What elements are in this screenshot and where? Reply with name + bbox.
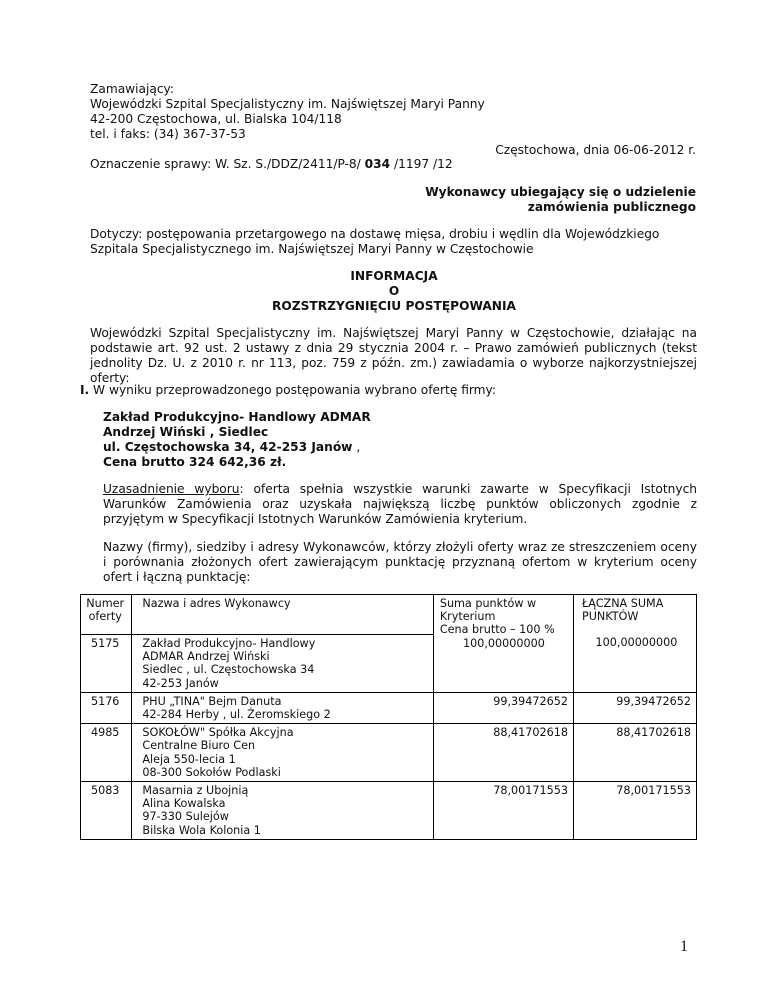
table-row	[81, 692, 697, 723]
header-offer-number: Numer oferty	[81, 595, 132, 635]
criterion-points-5176: 99,39472652	[433, 692, 573, 723]
place-date: Częstochowa, dnia 06-06-2012 r.	[495, 143, 696, 157]
offer-number-5176: 5176	[81, 692, 132, 723]
title-line-3: ROZSTRZYGNIĘCIU POSTĘPOWANIA	[272, 299, 516, 313]
title-line-2: O	[388, 284, 400, 298]
table-row	[81, 724, 697, 782]
ordering-party-name: Wojewódzki Szpital Specjalistyczny im. Najświętszej Maryi Panny	[90, 97, 485, 111]
case-reference	[90, 157, 610, 172]
ordering-party-label: Zamawiający:	[90, 82, 174, 96]
table-intro-text: Nazwy (firmy), siedziby i adresy Wykonawców, którzy złożyli oferty wraz ze streszczeniem oceny i porównania złożonych ofert zawierającym punktację przyznaną ofertom w kryterium oceny ofert i łączną punktację:	[103, 540, 697, 584]
page-number: 1	[680, 938, 688, 955]
case-reference-suffix: /1197 /12	[390, 157, 453, 171]
table-row	[81, 782, 697, 840]
total-points-5083: 78,00171553	[573, 782, 696, 840]
offer-number-4985: 4985	[81, 724, 132, 782]
criterion-points-5083: 78,00171553	[433, 782, 573, 840]
total-points-5176: 99,39472652	[573, 692, 696, 723]
table-header-row	[81, 595, 697, 635]
winner-name: Zakład Produkcyjno- Handlowy ADMAR	[103, 410, 371, 424]
addressee-line-2: zamówienia publicznego	[527, 200, 696, 214]
justification-text: : oferta spełnia wszystkie warunki zawarte w Specyfikacji Istotnych Warunków Zamówienia oraz uzyskała największą liczbę punktów obliczonych zgodnie z przyjętym w Specyfikacji Istotnych Warunków Zamówienia kryterium.	[103, 482, 697, 526]
section-1-marker: I.	[80, 383, 90, 397]
addressee-block	[380, 185, 696, 215]
winner-address-text: ul. Częstochowska 34, 42-253 Janów	[103, 440, 353, 454]
winner-address-comma: ,	[352, 440, 361, 454]
offers-table	[80, 594, 697, 840]
section-1-heading	[80, 383, 700, 398]
header-total-points: ŁĄCZNA SUMA PUNKTÓW 100,00000000	[573, 595, 696, 693]
total-points-4985: 88,41702618	[573, 724, 696, 782]
justification-label: Uzasadnienie wyboru	[103, 482, 240, 496]
winner-price: Cena brutto 324 642,36 zł.	[103, 455, 287, 469]
intro-text: Wojewódzki Szpital Specjalistyczny im. Najświętszej Maryi Panny w Częstochowie, działając na podstawie art. 92 ust. 2 ustawy z dnia 29 stycznia 2004 r. – Prawo zamówień publicznych (tekst jednolity Dz. U. z 2010 r. nr 113, poz. 759 z późn. zm.) zawiadamia o wyborze najkorzystniejszej oferty:	[90, 326, 697, 385]
winner-block	[103, 410, 603, 470]
ordering-party-block	[90, 82, 610, 142]
winner-address	[103, 440, 603, 455]
criterion-points-4985: 88,41702618	[433, 724, 573, 782]
offer-number-5175: 5175	[81, 635, 132, 693]
contractor-5175: Zakład Produkcyjno- Handlowy ADMAR Andrzej Wiński Siedlec , ul. Częstochowska 34 42-253 Janów	[132, 635, 433, 693]
header-criterion-points: Suma punktów w Kryterium Cena brutto – 100 % 100,00000000	[433, 595, 573, 693]
section-1-text: W wyniku przeprowadzonego postępowania wybrano ofertę firmy:	[89, 383, 496, 397]
intro-paragraph	[90, 326, 697, 386]
title-line-1: INFORMACJA	[350, 269, 438, 283]
subject-paragraph	[90, 227, 698, 257]
contractor-4985: SOKOŁÓW" Spółka Akcyjna Centralne Biuro Cen Aleja 550-lecia 1 08-300 Sokołów Podlaski	[132, 724, 433, 782]
criterion-points-5175: 100,00000000	[462, 636, 545, 650]
case-reference-number: 034	[364, 157, 391, 171]
addressee-line-1: Wykonawcy ubiegający się o udzielenie	[425, 185, 696, 199]
ordering-party-address: 42-200 Częstochowa, ul. Bialska 104/118	[90, 112, 342, 126]
justification-paragraph	[103, 482, 697, 527]
offer-number-5083: 5083	[81, 782, 132, 840]
table-intro-paragraph	[103, 540, 697, 585]
header-contractor: Nazwa i adres Wykonawcy	[132, 595, 433, 635]
subject-text: Dotyczy: postępowania przetargowego na dostawę mięsa, drobiu i wędlin dla Wojewódzkiego Szpitala Specjalistycznego im. Najświętszej Maryi Panny w Częstochowie	[90, 227, 660, 256]
document-title	[90, 269, 698, 314]
case-reference-prefix: Oznaczenie sprawy: W. Sz. S./DDZ/2411/P-8/	[90, 157, 365, 171]
contractor-5083: Masarnia z Ubojnią Alina Kowalska 97-330 Sulejów Bilska Wola Kolonia 1	[132, 782, 433, 840]
contractor-5176: PHU „TINA" Bejm Danuta 42-284 Herby , ul. Żeromskiego 2	[132, 692, 433, 723]
ordering-party-phone: tel. i faks: (34) 367-37-53	[90, 127, 246, 141]
winner-owner: Andrzej Wiński , Siedlec	[103, 425, 269, 439]
total-points-5175: 100,00000000	[595, 636, 678, 650]
